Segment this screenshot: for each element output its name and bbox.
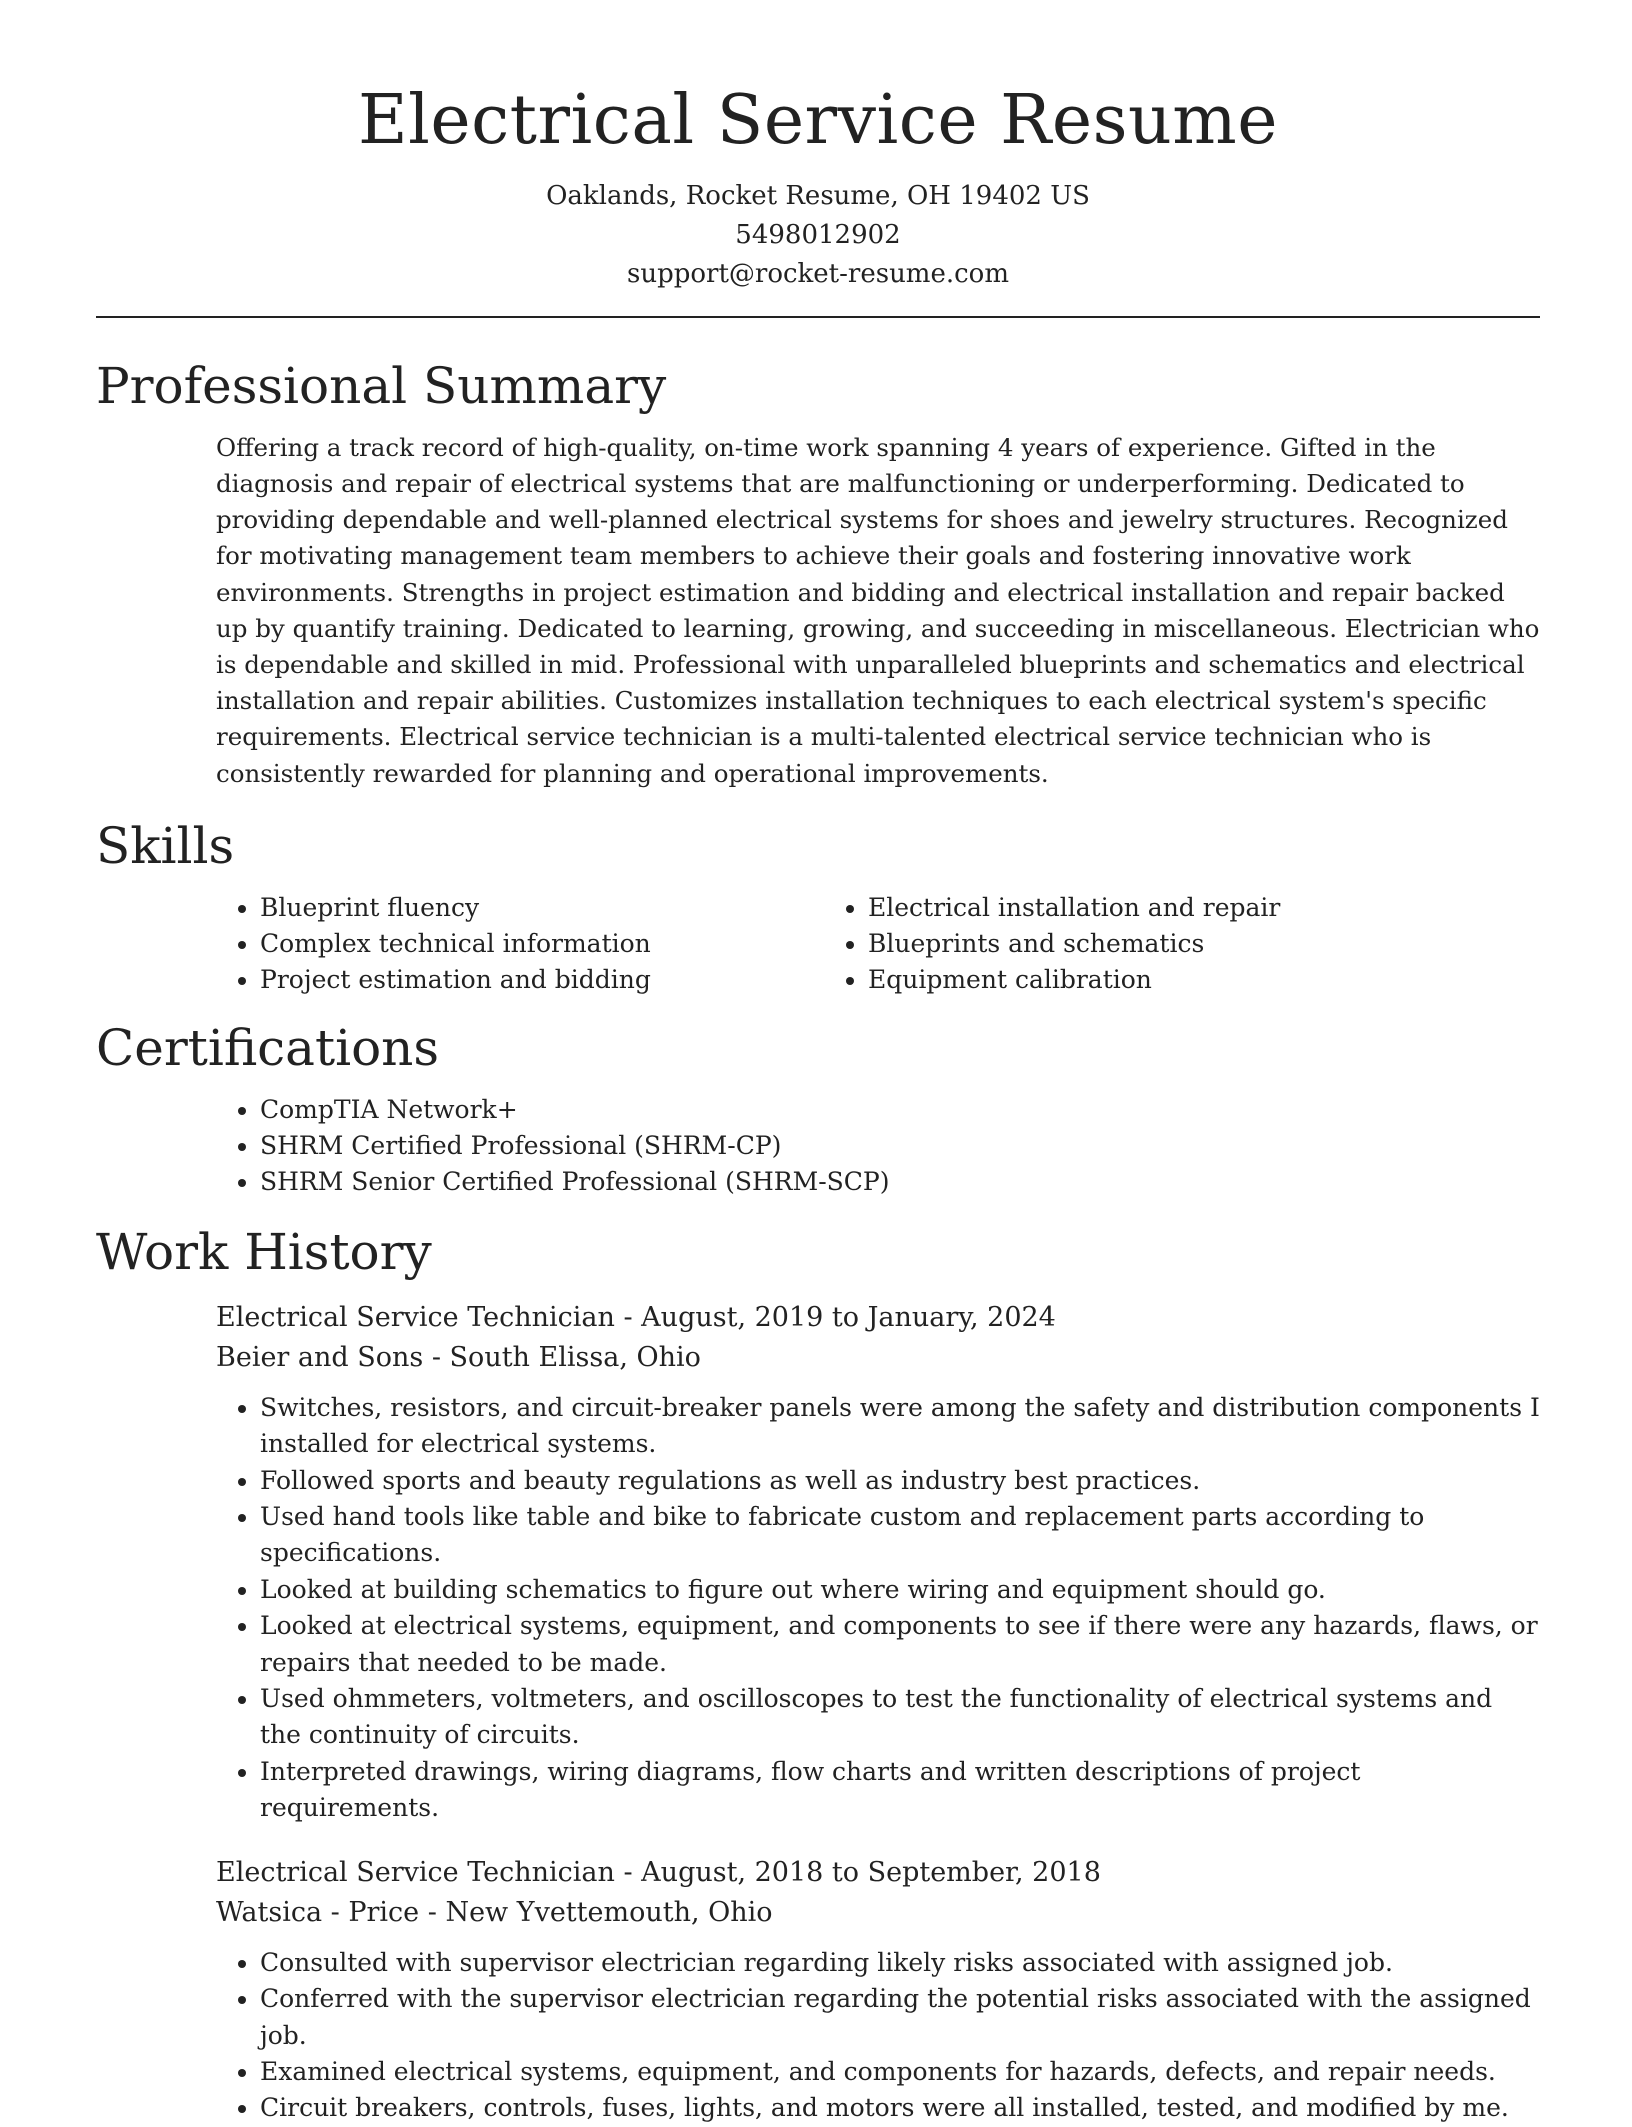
- work-history-heading: Work History: [96, 1222, 432, 1281]
- job-duty: • Examined electrical systems, equipment, and components for hazards, defects, and repair needs.: [260, 2054, 1540, 2090]
- skills-list: [216, 890, 1540, 998]
- certification-item: • SHRM Certified Professional (SHRM-CP): [260, 1128, 1540, 1164]
- contact-address: Oaklands, Rocket Resume, OH 19402 US: [546, 180, 1090, 211]
- job-duty: • Switches, resistors, and circuit-breaker panels were among the safety and distribution components I installed for electrical systems.: [260, 1390, 1540, 1463]
- job-title-line: Electrical Service Technician - August, 2018 to September, 2018: [216, 1856, 1101, 1888]
- contact-block: [96, 177, 1540, 294]
- job-entry: [216, 1853, 1540, 2127]
- job-title-line: Electrical Service Technician - August, 2019 to January, 2024: [216, 1301, 1056, 1333]
- resume-page: [96, 0, 1540, 2127]
- job-duty: • Consulted with supervisor electrician regarding likely risks associated with assigned job.: [260, 1945, 1540, 1981]
- job-duty: • Interpreted drawings, wiring diagrams, flow charts and written descriptions of project requirements.: [260, 1754, 1540, 1827]
- skill-item: • Equipment calibration: [868, 962, 1432, 998]
- skills-heading: Skills: [96, 816, 235, 875]
- skill-item: • Electrical installation and repair: [868, 890, 1432, 926]
- job-company-line: Beier and Sons - South Elissa, Ohio: [216, 1341, 701, 1373]
- job-duty: • Looked at electrical systems, equipment, and components to see if there were any hazards, flaws, or repairs that needed to be made.: [260, 1608, 1540, 1681]
- resume-header: [96, 0, 1540, 294]
- job-duties-list: [216, 1945, 1540, 2127]
- job-duty: • Conferred with the supervisor electrician regarding the potential risks associated with the assigned job.: [260, 1981, 1540, 2054]
- job-duty: • Used hand tools like table and bike to fabricate custom and replacement parts according to specifications.: [260, 1499, 1540, 1572]
- job-duty: • Used ohmmeters, voltmeters, and oscilloscopes to test the functionality of electrical systems and the continuity of circuits.: [260, 1681, 1540, 1754]
- contact-phone: 5498012902: [735, 219, 901, 250]
- skill-item: • Complex technical information: [260, 926, 824, 962]
- certifications-heading: Certifications: [96, 1018, 440, 1077]
- skill-item: • Blueprints and schematics: [868, 926, 1432, 962]
- resume-title: Electrical Service Resume: [357, 81, 1279, 160]
- header-divider: [96, 316, 1540, 318]
- job-duty: • Circuit breakers, controls, fuses, lights, and motors were all installed, tested, and modified by me.: [260, 2090, 1540, 2126]
- job-duties-list: [216, 1390, 1540, 1827]
- job-company-line: Watsica - Price - New Yvettemouth, Ohio: [216, 1896, 773, 1928]
- skill-item: • Project estimation and bidding: [260, 962, 824, 998]
- certification-item: • CompTIA Network+: [260, 1092, 1540, 1128]
- job-duty: • Looked at building schematics to figure out where wiring and equipment should go.: [260, 1572, 1540, 1608]
- skills-column-left: [216, 890, 824, 998]
- skill-item: • Blueprint fluency: [260, 890, 824, 926]
- certifications-list: [216, 1092, 1540, 1200]
- job-entry: [216, 1298, 1540, 1827]
- certification-item: • SHRM Senior Certified Professional (SHRM-SCP): [260, 1164, 1540, 1200]
- summary-heading: Professional Summary: [96, 356, 667, 415]
- summary-text: Offering a track record of high-quality, on-time work spanning 4 years of experience. Gifted in the diagnosis and repair of electrical systems that are malfunctioning or underperforming. Dedicated to providing dependable and well-planned electrical systems for shoes and jewelry structures. Recognized for motivating management team members to achieve their goals and fostering innovative work environments. Strengths in project estimation and bidding and electrical installation and repair backed up by quantify training. Dedicated to learning, growing, and succeeding in miscellaneous. Electrician who is dependable and skilled in mid. Professional with unparalleled blueprints and schematics and electrical installation and repair abilities. Customizes installation techniques to each electrical system's specific requirements. Electrical service technician is a multi-talented electrical service technician who is consistently rewarded for planning and operational improvements.: [216, 432, 1540, 788]
- contact-email: support@rocket-resume.com: [626, 258, 1009, 289]
- job-duty: • Followed sports and beauty regulations as well as industry best practices.: [260, 1463, 1540, 1499]
- skills-column-right: [824, 890, 1432, 998]
